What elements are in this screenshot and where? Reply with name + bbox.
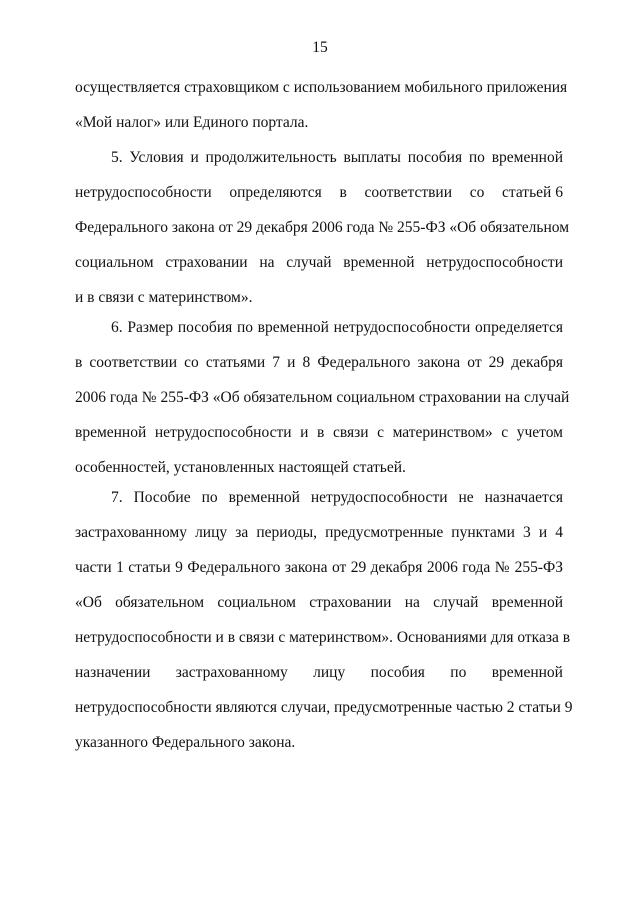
word: временной: [491, 664, 563, 681]
word: по: [450, 664, 467, 681]
paragraph-4-line: части 1 статьи 9 Федерального закона от 29 декабря 2006 года № 255-ФЗ: [75, 559, 563, 576]
word: соответствии: [364, 184, 453, 201]
word: в: [339, 184, 347, 201]
word: пособия: [370, 664, 425, 681]
word: застрахованному: [175, 664, 288, 681]
paragraph-4-line: [75, 663, 563, 683]
paragraph-3-line: особенностей, установленных настоящей статьей.: [75, 459, 406, 476]
paragraph-4-line: указанного Федерального закона.: [75, 734, 296, 751]
paragraph-3-line: временной нетрудоспособности и в связи с материнством» с учетом: [75, 424, 563, 441]
paragraph-4-line: «Об обязательном социальном страховании на случай временной: [75, 594, 563, 611]
word: определяются: [229, 184, 322, 201]
paragraph-2-line: 5. Условия и продолжительность выплаты пособия по временной: [111, 149, 563, 166]
paragraph-1-line: осуществляется страховщиком с использованием мобильного приложения: [75, 79, 568, 96]
word: назначении: [75, 664, 151, 681]
paragraph-2-line: и в связи с материнством».: [75, 289, 253, 306]
paragraph-2-line: [75, 183, 563, 203]
paragraph-4-line: нетрудоспособности и в связи с материнством». Основаниями для отказа в: [75, 629, 571, 646]
paragraph-4-line: 7. Пособие по временной нетрудоспособности не назначается: [111, 489, 563, 506]
paragraph-1-line: «Мой налог» или Единого портала.: [75, 114, 309, 131]
page-number: 15: [312, 39, 328, 56]
paragraph-3-line: 6. Размер пособия по временной нетрудоспособности определяется: [111, 319, 563, 336]
word: статьей 6: [501, 184, 563, 201]
paragraph-3-line: в соответствии со статьями 7 и 8 Федерального закона от 29 декабря: [75, 354, 563, 371]
paragraph-4-line: нетрудоспособности являются случаи, предусмотренные частью 2 статьи 9: [75, 699, 573, 716]
paragraph-4-line: застрахованному лицу за периоды, предусмотренные пунктами 3 и 4: [75, 524, 563, 541]
paragraph-2-line: социальном страховании на случай временной нетрудоспособности: [75, 254, 563, 271]
word: со: [469, 184, 485, 201]
paragraph-3-line: 2006 года № 255-ФЗ «Об обязательном социальном страховании на случай: [75, 389, 570, 406]
paragraph-2-line: Федерального закона от 29 декабря 2006 года № 255-ФЗ «Об обязательном: [75, 219, 570, 236]
word: нетрудоспособности: [75, 184, 212, 201]
word: лицу: [313, 664, 346, 681]
